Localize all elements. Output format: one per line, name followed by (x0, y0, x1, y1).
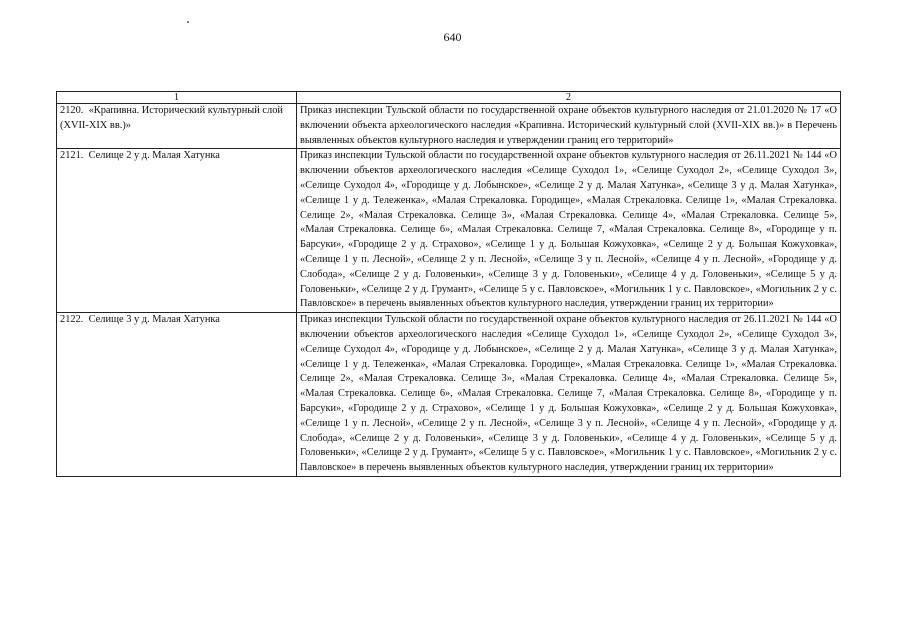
row-number: 2120. (60, 105, 84, 116)
table-row (57, 313, 841, 477)
document-cell: Приказ инспекции Тульской области по государственной охране объектов культурного наследия от 21.01.2020 № 17 «О включении объекта археологического наследия «Крапивна. Исторический культурный слой (XVII-XIX вв.)» в Перечень выявленных объектов культурного наследия и утверждении границ его территорий» (297, 104, 841, 149)
heritage-registry-table (56, 91, 841, 477)
row-number: 2121. (60, 150, 84, 162)
column-header-2: 2 (297, 92, 841, 104)
table-row (57, 104, 841, 149)
document-cell: Приказ инспекции Тульской области по государственной охране объектов культурного наследия от 26.11.2021 № 144 «О включении объектов археологического наследия «Селище Суходол 1», «Селище Суходол 2», «Селище Суходол 3», «Селище Суходол 4», «Городище у д. Лобынское», «Селище 2 у д. Малая Хатунка», «Селище 3 у д. Малая Хатунка», «Селище 1 у д. Тележенка», «Малая Стрекаловка. Городище», «Малая Стрекаловка. Селище 1», «Малая Стрекаловка. Селище 2», «Малая Стрекаловка. Селище 3», «Малая Стрекаловка. Селище 4», «Малая Стрекаловка. Селище 5», «Малая Стрекаловка. Селище 6», «Малая Стрекаловка. Селище 7, «Малая Стрекаловка. Селище 8», «Городище у п. Барсуки», «Городище 2 у д. Страхово», «Селище 1 у д. Большая Кожуховка», «Селище 2 у д. Большая Кожуховка», «Селище 1 у п. Лесной», «Селище 2 у п. Лесной», «Селище 3 у п. Лесной», «Селище 4 у п. Лесной», «Городище у д. Слобода», «Селище 2 у д. Головеньки», «Селище 3 у д. Головеньки», «Селище 4 у д. Головеньки», «Селище 5 у д. Головеньки», «Селище 2 у д. Грумант», «Селище 5 у с. Павловское», «Могильник 1 у с. Павловское», «Могильник 2 у с. Павловское» в перечень выявленных объектов культурного наследия, утверждении границ их территории» (297, 149, 841, 313)
scan-speck (187, 21, 189, 23)
object-name: Селище 3 у д. Малая Хатунка (88, 314, 220, 326)
object-cell (57, 149, 297, 313)
document-cell: Приказ инспекции Тульской области по государственной охране объектов культурного наследия от 26.11.2021 № 144 «О включении объектов археологического наследия «Селище Суходол 1», «Селище Суходол 2», «Селище Суходол 3», «Селище Суходол 4», «Городище у д. Лобынское», «Селище 2 у д. Малая Хатунка», «Селище 3 у д. Малая Хатунка», «Селище 1 у д. Тележенка», «Малая Стрекаловка. Городище», «Малая Стрекаловка. Селище 1», «Малая Стрекаловка. Селище 2», «Малая Стрекаловка. Селище 3», «Малая Стрекаловка. Селище 4», «Малая Стрекаловка. Селище 5», «Малая Стрекаловка. Селище 6», «Малая Стрекаловка. Селище 7, «Малая Стрекаловка. Селище 8», «Городище у п. Барсуки», «Городище 2 у д. Страхово», «Селище 1 у д. Большая Кожуховка», «Селище 2 у д. Большая Кожуховка», «Селище 1 у п. Лесной», «Селище 2 у п. Лесной», «Селище 3 у п. Лесной», «Селище 4 у п. Лесной», «Городище у д. Слобода», «Селище 2 у д. Головеньки», «Селище 3 у д. Головеньки», «Селище 4 у д. Головеньки», «Селище 5 у д. Головеньки», «Селище 2 у д. Грумант», «Селище 5 у с. Павловское», «Могильник 1 у с. Павловское», «Могильник 2 у с. Павловское» в перечень выявленных объектов культурного наследия, утверждении границ их территории» (297, 313, 841, 477)
table-header-row (57, 92, 841, 104)
page-number: 640 (443, 30, 462, 44)
object-cell (57, 313, 297, 477)
column-header-1: 1 (57, 92, 297, 104)
table-row (57, 149, 841, 313)
object-name: Селище 2 у д. Малая Хатунка (88, 150, 220, 162)
row-number: 2122. (60, 314, 84, 326)
object-cell (57, 104, 297, 149)
object-name: «Крапивна. Исторический культурный слой (XVII-XIX вв.)» (60, 105, 283, 131)
